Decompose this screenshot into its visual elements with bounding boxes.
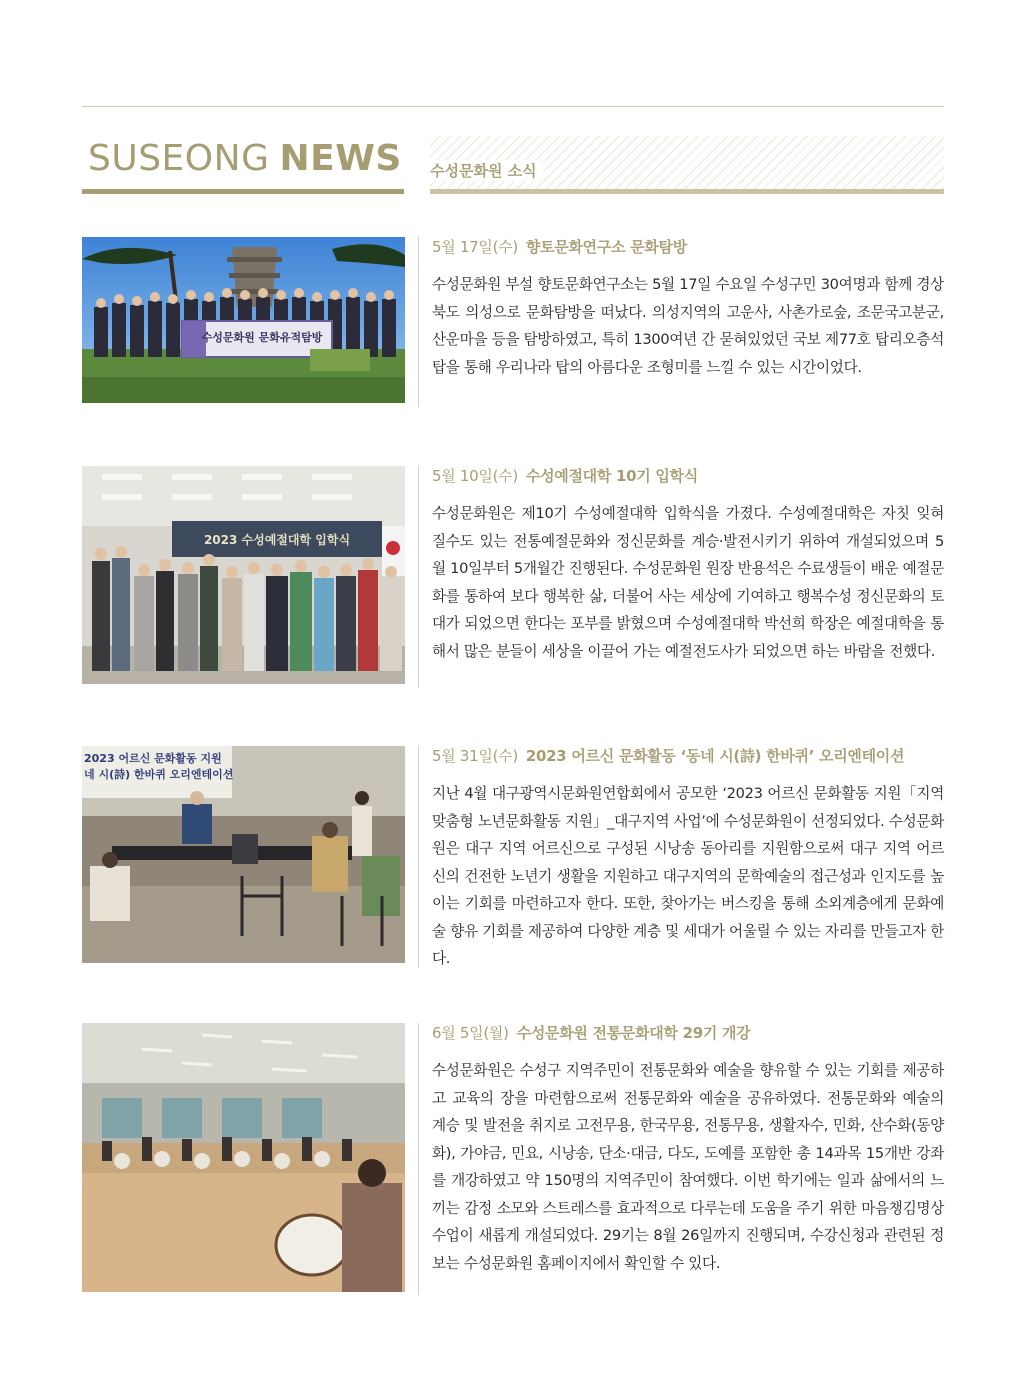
article-content (432, 1023, 944, 1277)
article-date: 5월 17일(수) (432, 238, 518, 256)
article-divider (418, 466, 419, 688)
masthead (82, 136, 404, 194)
article-divider (418, 1023, 419, 1295)
article-divider (418, 237, 419, 407)
article-photo-entrance-ceremony (82, 466, 405, 684)
article-photo-field-trip (82, 237, 405, 403)
article-date: 5월 31일(수) (432, 747, 518, 765)
article-photo-classroom (82, 1023, 405, 1292)
ceremony-banner-text: 2023 수성예절대학 입학식 (203, 533, 351, 547)
news-article-3 (82, 746, 944, 968)
article-body: 수성문화원은 제10기 수성예절대학 입학식을 가졌다. 수성예절대학은 자칫 잊혀 질수도 있는 전통예절문화와 정신문화를 계승·발전시키기 위하여 개설되었으며 5월 10일부터 5개월간 진행된다. 수성문화원 원장 반용석은 수료생들이 배운 예절문화를 통하여 보다 행복한 삶, 더불어 사는 세상에 기여하고 행복수성 정신문화의 토대가 되었으면 한다는 포부를 밝혔으며 수성예절대학 박선희 학장은 예절대학을 통해서 많은 분들이 세상을 이끌어 가는 예절전도사가 되었으면 하는 바람을 전했다. (432, 505, 944, 660)
article-divider (418, 746, 419, 968)
masthead-subtitle: 수성문화원 소식 (430, 160, 543, 181)
article-photo-orientation (82, 746, 405, 963)
article-title: 수성예절대학 10기 입학식 (525, 467, 698, 485)
news-article-1 (82, 237, 944, 407)
article-title: 향토문화연구소 문화탐방 (525, 238, 687, 256)
masthead-subtitle-underline (430, 189, 944, 194)
article-body: 지난 4월 대구광역시문화원연합회에서 공모한 ‘2023 어르신 문화활동 지원「지역 맞춤형 노년문화활동 지원」_대구지역 사업’에 수성문화원이 선정되었다. 수성문화원은 대구 지역 어르신으로 구성된 시낭송 동아리를 지원함으로써 대구 지역 어르신의 건전한 노년기 생활을 지원하고 대구지역의 문학예술의 접근성과 인지도를 높이는 기회를 마련하고자 한다. 또한, 찾아가는 버스킹을 통해 소외계층에게 문화예술 향유 기회를 제공하여 다양한 계층 및 세대가 어울릴 수 있는 자리를 만들고자 한다. (432, 785, 944, 967)
masthead-title (88, 138, 402, 179)
orientation-banner-line1: 2023 어르신 문화활동 지원 (84, 752, 222, 765)
article-title: 2023 어르신 문화활동 ‘동네 시(詩) 한바퀴’ 오리엔테이션 (525, 747, 905, 765)
top-rule (82, 106, 944, 107)
article-content (432, 746, 944, 973)
article-date: 6월 5일(월) (432, 1024, 509, 1042)
news-article-2 (82, 466, 944, 688)
article-body: 수성문화원 부설 향토문화연구소는 5월 17일 수요일 수성구민 30여명과 함께 경상북도 의성으로 문화탐방을 떠났다. 의성지역의 고운사, 사촌가로숲, 조문국고분군, 산운마을 등을 탐방하였고, 특히 1300여년 간 묻혀있었던 국보 제77호 탑리오층석탑을 통해 우리나라 탑의 아름다운 조형미를 느낄 수 있는 시간이었다. (432, 276, 944, 376)
article-date: 5월 10일(수) (432, 467, 518, 485)
article-title: 수성문화원 전통문화대학 29기 개강 (516, 1024, 751, 1042)
masthead-title-bold: NEWS (279, 138, 402, 179)
article-headline (432, 237, 944, 257)
masthead-title-light: SUSEONG (88, 138, 270, 179)
field-trip-banner-text: 수성문화원 문화유적탐방 (201, 331, 323, 344)
masthead-subtitle-band (430, 136, 944, 194)
article-headline (432, 1023, 944, 1043)
masthead-underline (82, 189, 404, 194)
article-headline (432, 746, 944, 766)
news-article-4 (82, 1023, 944, 1295)
article-body: 수성문화원은 수성구 지역주민이 전통문화와 예술을 향유할 수 있는 기회를 제공하고 교육의 장을 마련함으로써 전통문화와 예술을 공유하였다. 전통문화와 예술의 계승 및 발전을 취지로 고전무용, 한국무용, 전통무용, 생활자수, 민화, 산수화(동양화), 가야금, 민요, 시낭송, 단소·대금, 다도, 도예를 포함한 총 14과목 15개반 강좌를 개강하였고 약 150명의 지역주민이 참여했다. 이번 학기에는 일과 삶에서의 느끼는 감정 소모와 스트레스를 효과적으로 다루는데 도움을 주기 위한 마음챙김명상 수업이 새롭게 개설되었다. 29기는 8월 26일까지 진행되며, 수강신청과 관련된 정보는 수성문화원 홈페이지에서 확인할 수 있다. (432, 1062, 944, 1272)
orientation-banner-line2: 네 시(詩) 한바퀴 오리엔테이션 (84, 768, 234, 781)
article-content (432, 466, 944, 665)
article-content (432, 237, 944, 381)
article-headline (432, 466, 944, 486)
